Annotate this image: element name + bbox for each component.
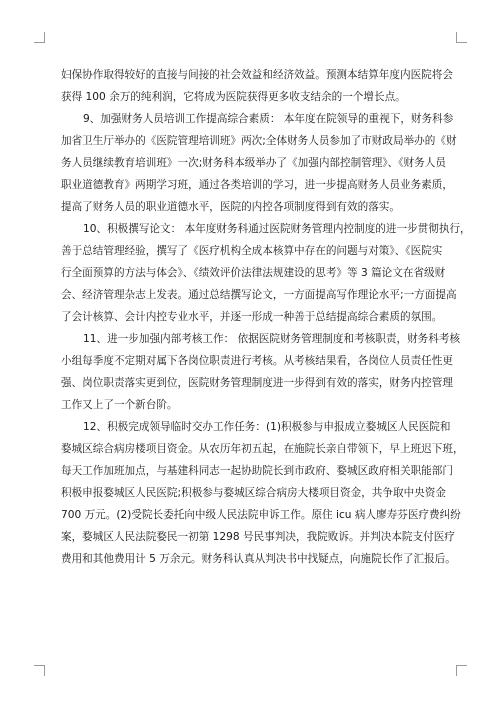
paragraph-assessment (61, 328, 461, 416)
crop-mark-top-right (456, 32, 467, 43)
text-line: 提高了财务人员的职业道德水平，医院的内控各项制度得到有效的落实。 (61, 201, 400, 213)
text-line: 务人员继续教育培训班》一次;财务科本级举办了《加强内部控制管理》、《财务人员 (61, 157, 446, 169)
crop-mark-top-left (34, 32, 45, 43)
text-line: 获得 100 余万的纯利润，它将成为医院获得更多收支结余的一个增长点。 (61, 91, 406, 103)
text-line: 700 万元。(2)受院长委托向中级人民法院申诉工作。原住 icu 病人廖寿芬医疗费纠纷 (61, 509, 461, 521)
text-line: 行全面预算的方法与体会》、《绩效评价法律法规建设的思考》等 3 篇论文在省级财 (61, 267, 446, 279)
text-line: 10、积极撰写论文： 本年度财务科通过医院财务管理内控制度的进一步贯彻执行， (83, 223, 471, 235)
crop-mark-bottom-left (34, 665, 45, 676)
text-line: 案，婺城区人民法院婺民一初第 1298 号民事判决，我院败诉。并判决本院支付医疗 (61, 531, 455, 543)
paragraph-papers (61, 218, 471, 328)
document-body (61, 64, 471, 570)
text-line: 善于总结管理经验，撰写了《医疗机构全成本核算中存在的问题与对策》、《医院实 (61, 245, 443, 257)
text-line: 每天工作加班加点，与基建科同志一起协助院长到市政府、婺城区政府相关职能部门 (61, 465, 453, 477)
paragraph-temporary-tasks (61, 416, 464, 570)
text-line: 妇保协作取得较好的直接与间接的社会效益和经济效益。预测本结算年度内医院将会 (61, 69, 453, 81)
text-line: 11、进一步加强内部考核工作： 依据医院财务管理制度和考核职责，财务科考核 (83, 333, 461, 345)
text-line: 12、积极完成领导临时交办工作任务：(1)积极参与申报成立婺城区人民医院和 (83, 421, 451, 433)
text-line: 9、加强财务人员培训工作提高综合素质： 本年度在院领导的重视下，财务科参 (83, 113, 454, 125)
text-line: 加省卫生厅举办的《医院管理培训班》两次;全体财务人员参加了市财政局举办的《财 (61, 135, 457, 147)
text-line: 小组每季度不定期对属下各岗位职责进行考核。从考核结果看，各岗位人员责任性更 (61, 355, 453, 367)
text-line: 积极申报婺城区人民医院;积极参与婺城区综合病房大楼项目资金，共争取中央资金 (61, 487, 446, 499)
text-line: 费用和其他费用计 5 万余元。财务科认真从判决书中找疑点，向施院长作了汇报后。 (61, 553, 456, 565)
paragraph-profit-forecast (61, 64, 453, 108)
text-line: 会、经济管理杂志上发表。通过总结撰写论文，一方面提高写作理论水平;一方面提高 (61, 289, 457, 301)
text-line: 了会计核算、会计内控专业水平，并逐一形成一种善于总结提高综合素质的氛围。 (61, 311, 443, 323)
paragraph-training (61, 108, 457, 218)
text-line: 婺城区综合病房楼项目资金。从农历年初五起，在施院长亲自带领下，早上班迟下班， (61, 443, 464, 455)
text-line: 工作又上了一个新台阶。 (61, 399, 178, 411)
text-line: 职业道德教育》两期学习班，通过各类培训的学习，进一步提高财务人员业务素质， (61, 179, 453, 191)
text-line: 强、岗位职责落实更到位，医院财务管理制度进一步得到有效的落实，财务内控管理 (61, 377, 453, 389)
crop-mark-bottom-right (456, 665, 467, 676)
